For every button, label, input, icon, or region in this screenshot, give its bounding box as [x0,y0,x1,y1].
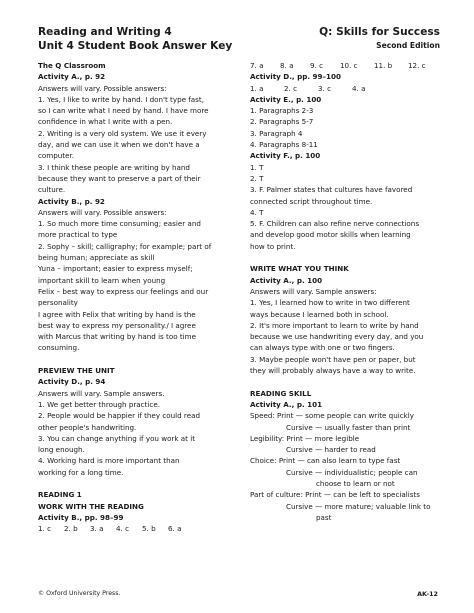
answer-line: Yuna – important; easier to express myself; [38,264,193,274]
answer-line: how to print. [250,241,296,251]
answer-line: Felix – best way to express our feelings and our [38,286,209,296]
answer-line: and develop good motor skills when learning [250,230,411,240]
answer-line: confidence in what I write with a pen. [38,117,173,127]
answer-line: 2. T [250,173,264,183]
answer-line: 1. We get better through practice. [38,399,160,409]
section-heading: PREVIEW THE UNIT [38,366,115,376]
answer-line: choose to learn or not [316,478,395,488]
section-heading: READING SKILL [250,388,312,398]
answer-line: because they want to preserve a part of their [38,173,201,183]
answer-line: consuming. [38,343,80,353]
answer-item: 2. b [64,524,78,534]
answer-line: past [316,512,332,522]
answer-line: because we use handwriting every day, and you [250,332,424,342]
right-column [250,60,444,523]
answer-line: 2. Writing is a very old system. We use it every [38,128,207,138]
answer-line: 3. Maybe people won't have pen or paper, but [250,354,416,364]
course-title: Reading and Writing 4 [38,26,172,38]
section-heading: The Q Classroom [38,61,106,70]
answer-line: being human; appreciate as skill [38,253,155,263]
answer-line: connected script throughout time. [250,196,373,206]
answer-line: they will probably always have a way to write. [250,366,416,376]
answer-line: more practical to type [38,230,118,240]
answer-line: 2. Paragraphs 5-7 [250,117,314,127]
answer-line: 3. F. Palmer states that cultures have favored [250,185,413,195]
brand-header [319,25,440,51]
brand-title: Q: Skills for Success [319,26,440,38]
document-header [38,25,232,53]
answer-line: 1. Yes, I learned how to write in two different [250,298,410,308]
answer-line: 3. Paragraph 4 [250,128,303,138]
answer-line: Choice: Print — can also learn to type fast [250,456,401,466]
answer-line: 1. Paragraphs 2-3 [250,106,314,116]
answer-line: Cursive — individualistic; people can [286,467,418,477]
answer-line: other people's handwriting. [38,422,137,432]
activity-heading: Activity B., pp. 98–99 [38,512,124,522]
answer-line: important skill to learn when young [38,275,166,285]
activity-heading: Activity A., p. 101 [250,399,323,409]
section-heading: WRITE WHAT YOU THINK [250,264,349,274]
answer-line: Cursive — harder to read [286,445,376,455]
answer-line: 2. It's more important to learn to write by hand [250,320,419,330]
edition-label: Second Edition [376,41,440,50]
answer-item: 10. c [340,61,358,70]
answer-item: 5. b [142,524,156,534]
answer-line: computer. [38,151,75,161]
answer-line: personality [38,298,78,308]
activity-heading: Activity D., pp. 99–100 [250,72,341,82]
section-heading: READING 1 [38,490,82,500]
answer-note: Answers will vary. Sample answers. [38,388,165,398]
left-column [38,60,232,534]
answer-line: day, and we can use it when we don't have a [38,140,200,150]
answer-row [250,60,444,71]
answer-note: Answers will vary. Sample answers: [250,286,377,296]
answer-line: 3. I think these people are writing by hand [38,162,190,172]
answer-note: Answers will vary. Possible answers: [38,83,167,93]
answer-note: Answers will vary. Possible answers: [38,207,167,217]
answer-line: 3. You can change anything if you work at it [38,433,196,443]
answer-item: 6. a [168,524,182,534]
answer-line: 4. Working hard is more important than [38,456,180,466]
section-heading: WORK WITH THE READING [38,501,144,511]
answer-line: can always type with one or two fingers. [250,343,395,353]
answer-line: with Marcus that writing by hand is too time [38,332,196,342]
page-number: AK-12 [417,590,438,598]
answer-line: so I can write what I need by hand. I have more [38,106,209,116]
answer-line: Speed: Print — some people can write quickly [250,411,414,421]
copyright-notice: © Oxford University Press. [38,590,121,597]
answer-item: 7. a [250,61,264,70]
activity-heading: Activity F., p. 100 [250,151,321,161]
answer-item: 3. c [318,83,332,93]
answer-line: 4. Paragraphs 8-11 [250,140,318,150]
activity-heading: Activity A., p. 92 [38,72,106,82]
answer-item: 9. c [310,61,324,70]
answer-line: 5. F. Children can also refine nerve connections [250,219,420,229]
answer-line: 1. So much more time consuming; easier and [38,219,201,229]
answer-line: 1. T [250,162,264,172]
answer-line: culture. [38,185,66,195]
activity-heading: Activity A., p. 100 [250,275,323,285]
answer-item: 8. a [280,61,294,70]
answer-item: 1. a [250,83,264,93]
answer-item: 11. b [374,61,393,70]
answer-line: 2. Sophy – skill; calligraphy; for example; part of [38,241,212,251]
answer-item: 4. c [116,524,130,534]
answer-item: 4. a [352,83,366,93]
answer-line: I agree with Felix that writing by hand is the [38,309,196,319]
answer-item: 3. a [90,524,104,534]
answer-line: Cursive — usually faster than print [286,422,411,432]
answer-item: 12. c [408,61,426,70]
answer-line: Part of culture: Print — can be left to specialists [250,490,420,500]
activity-heading: Activity E., p. 100 [250,94,322,104]
answer-line: 4. T [250,207,264,217]
answer-line: Legibility: Print — more legible [250,433,360,443]
answer-line: 1. Yes, I like to write by hand. I don't type fast, [38,94,204,104]
answer-row [38,523,232,534]
answer-item: 1. c [38,524,52,534]
answer-line: working for a long time. [38,467,124,477]
answer-line: 2. People would be happier if they could read [38,411,201,421]
answer-item: 2. c [284,83,298,93]
answer-line: Cursive — more mature; valuable link to [286,501,431,511]
unit-title: Unit 4 Student Book Answer Key [38,40,233,52]
activity-heading: Activity D., p. 94 [38,377,106,387]
answer-line: ways because I learned both in school. [250,309,389,319]
answer-line: best way to express my personality./ I agree [38,320,196,330]
activity-heading: Activity B., p. 92 [38,196,105,206]
answer-row [250,83,444,94]
answer-line: long enough. [38,445,85,455]
